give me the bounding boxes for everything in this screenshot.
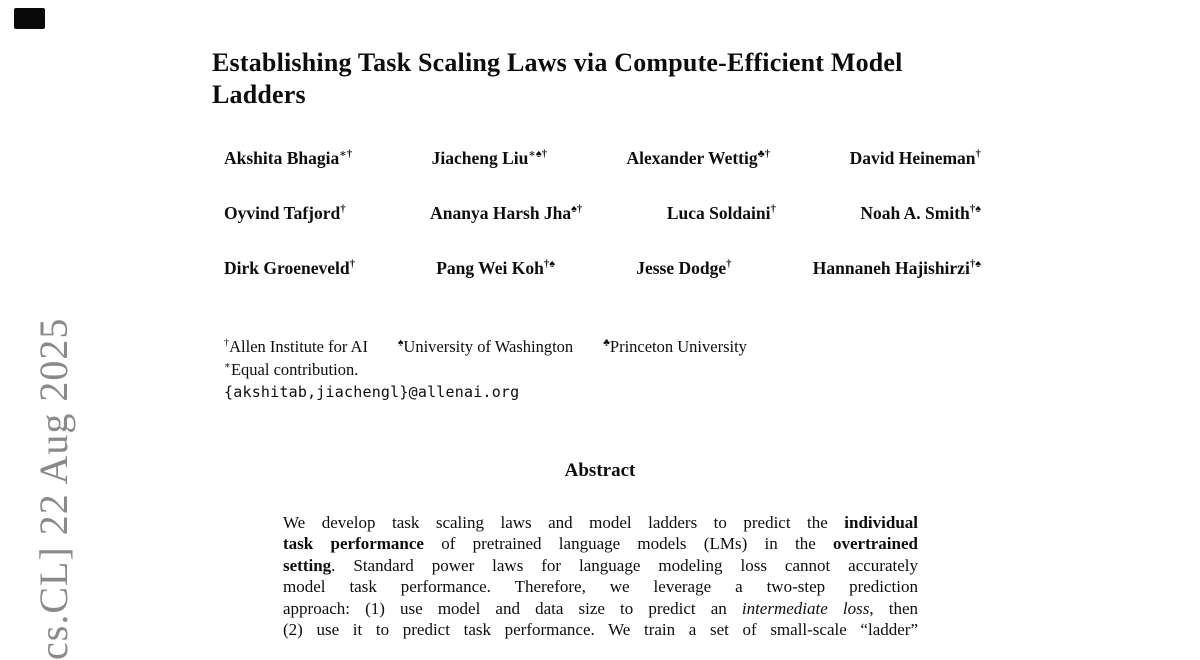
- affiliation-mark: ♠: [397, 337, 404, 349]
- equal-contribution-note: ∗Equal contribution.: [224, 359, 359, 379]
- author-name: Hannaneh Hajishirzi†♠: [812, 258, 981, 278]
- abstract-line: [283, 533, 918, 554]
- author-affiliation-marks: †♠: [969, 203, 981, 216]
- abstract-text-run: approach: (1) use model and data size to predict an: [283, 598, 742, 618]
- author-name: Oyvind Tafjord†: [224, 203, 346, 223]
- author-name: Pang Wei Koh†♠: [436, 258, 556, 278]
- affiliation-mark: †: [224, 337, 230, 349]
- author-row: [224, 256, 981, 280]
- paper-title-line: Establishing Task Scaling Laws via Compute-Efficient Model: [212, 48, 903, 77]
- abstract-text-run: We develop task scaling laws and model ladders to predict the: [283, 513, 845, 532]
- author-name: Noah A. Smith†♠: [860, 203, 981, 223]
- abstract-line: [283, 598, 918, 619]
- author-row: [224, 146, 981, 170]
- abstract-line: [283, 512, 918, 533]
- abstract-line: [283, 576, 918, 597]
- abstract-body: [283, 512, 918, 640]
- abstract-heading: Abstract: [564, 460, 636, 481]
- paper-title-line: Ladders: [212, 80, 306, 109]
- affiliation-item: ♠University of Washington: [397, 337, 574, 356]
- author-name: Alexander Wettig♣†: [626, 148, 771, 168]
- author-affiliation-marks: ♠†: [571, 203, 583, 216]
- abstract-line: [283, 555, 918, 576]
- author-name: Akshita Bhagia∗†: [224, 148, 353, 168]
- abstract-text-run: of pretrained language models (LMs) in the: [423, 534, 833, 554]
- author-affiliation-marks: †: [770, 203, 776, 216]
- affiliation-mark: ♣: [603, 337, 610, 349]
- affiliation-block: [224, 336, 747, 404]
- paper-title: [212, 47, 1012, 111]
- author-affiliation-marks: †♠: [969, 258, 981, 271]
- author-affiliation-marks: ∗†: [339, 148, 353, 161]
- author-name: Jesse Dodge†: [636, 258, 732, 278]
- author-affiliation-marks: †: [726, 258, 732, 271]
- abstract-text-run: , then: [869, 598, 918, 618]
- author-name: Dirk Groeneveld†: [224, 258, 355, 278]
- abstract-text-run: intermediate loss: [741, 598, 870, 618]
- author-affiliation-marks: ♣†: [757, 148, 771, 161]
- abstract-line: [283, 619, 918, 640]
- author-row: [224, 201, 981, 225]
- affiliation-item: †Allen Institute for AI: [224, 337, 368, 356]
- arxiv-sidebar-text: cs.CL] 22 Aug 2025: [31, 317, 76, 660]
- author-name: David Heineman†: [849, 148, 981, 168]
- abstract-text-run: overtrained: [833, 534, 918, 554]
- abstract-text-run: (2) use it to predict task performance. We train a set of small-scale “ladder”: [283, 620, 918, 640]
- affiliation-item: ♣Princeton University: [603, 337, 747, 356]
- author-affiliation-marks: †: [349, 258, 355, 271]
- author-name: Luca Soldaini†: [666, 203, 776, 223]
- contact-email: {akshitab,jiachengl}@allenai.org: [224, 383, 520, 401]
- author-affiliation-marks: †♠: [543, 258, 556, 271]
- author-name: Ananya Harsh Jha♠†: [430, 203, 583, 223]
- author-block: [224, 146, 981, 311]
- equal-contribution-mark: ∗: [224, 360, 231, 371]
- corner-artifact: [14, 8, 45, 29]
- abstract-text-run: individual: [844, 513, 918, 532]
- abstract-text-run: model task performance. Therefore, we leverage a two-step prediction: [283, 577, 918, 597]
- abstract-text-run: setting: [283, 555, 332, 575]
- author-name: Jiacheng Liu∗♠†: [431, 148, 548, 168]
- author-affiliation-marks: ∗♠†: [528, 148, 548, 161]
- author-affiliation-marks: †: [340, 203, 346, 216]
- abstract-text-run: task performance: [283, 534, 424, 554]
- affiliation-line: [224, 336, 747, 359]
- abstract-text-run: . Standard power laws for language modeling loss cannot accurately: [331, 555, 918, 575]
- author-affiliation-marks: †: [975, 148, 981, 161]
